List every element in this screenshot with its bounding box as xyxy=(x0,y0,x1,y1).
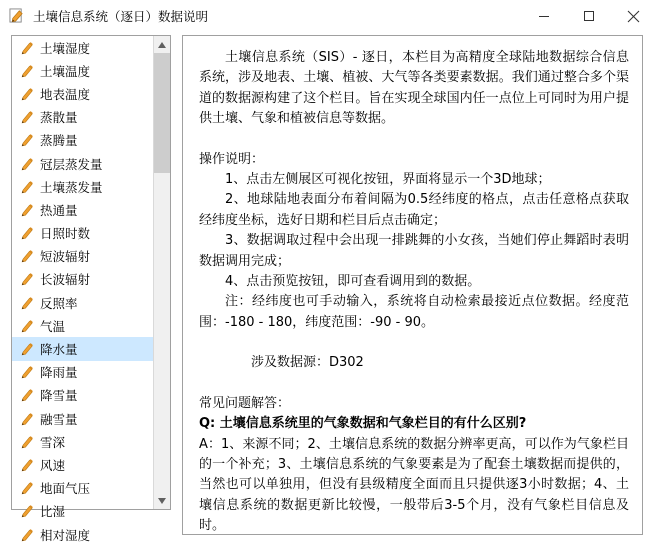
doc-step-4: 4、点击预览按钮，即可查看调用到的数据。 xyxy=(225,274,481,290)
pencil-icon xyxy=(18,364,34,380)
list-item[interactable] xyxy=(12,198,153,221)
list-scrollbar[interactable] xyxy=(153,36,170,509)
pencil-icon xyxy=(18,387,34,403)
pencil-icon xyxy=(18,341,34,357)
scrollbar-thumb[interactable] xyxy=(154,53,170,173)
list-item[interactable] xyxy=(12,152,153,175)
pencil-icon xyxy=(18,179,34,195)
pencil-icon xyxy=(18,40,34,56)
doc-step-1: 1、点击左侧展区可视化按钮，界面将显示一个3D地球； xyxy=(225,172,551,188)
list-item[interactable] xyxy=(12,175,153,198)
main-content xyxy=(0,32,656,543)
pencil-icon xyxy=(18,318,34,334)
pencil-icon xyxy=(18,109,34,125)
list-item[interactable] xyxy=(12,129,153,152)
pencil-icon xyxy=(18,132,34,148)
list-item[interactable] xyxy=(12,361,153,384)
pencil-icon xyxy=(18,434,34,450)
pencil-icon xyxy=(18,156,34,172)
list-item-label: 短波辐射 xyxy=(40,249,91,265)
window-title: 土壤信息系统（逐日）数据说明 xyxy=(33,9,209,24)
title-bar xyxy=(0,0,656,33)
scroll-down-arrow-icon[interactable] xyxy=(154,492,170,509)
doc-faq-question: Q: 土壤信息系统里的气象数据和气象栏目的有什么区别? xyxy=(199,416,527,432)
pencil-icon xyxy=(18,248,34,264)
minimize-icon[interactable] xyxy=(521,0,566,32)
list-item-label: 降雪量 xyxy=(40,388,78,404)
pencil-icon xyxy=(18,457,34,473)
list-item-label: 气温 xyxy=(40,318,66,334)
list-item[interactable] xyxy=(12,245,153,268)
list-item[interactable] xyxy=(12,106,153,129)
doc-step-3: 3、数据调取过程中会出现一排跳舞的小女孩，当她们停止舞蹈时表明数据调用完成； xyxy=(199,233,629,269)
scrollbar-track[interactable] xyxy=(154,173,170,492)
list-item-label: 冠层蒸发量 xyxy=(40,156,103,172)
description-text xyxy=(199,48,629,537)
list-item[interactable] xyxy=(12,291,153,314)
doc-faq-title: 常见问题解答： xyxy=(199,395,291,411)
list-item[interactable] xyxy=(12,268,153,291)
pencil-icon xyxy=(18,202,34,218)
variable-list[interactable] xyxy=(12,36,153,543)
maximize-icon[interactable] xyxy=(566,0,611,32)
list-item-label: 地表温度 xyxy=(40,86,91,102)
description-panel[interactable] xyxy=(182,35,643,535)
list-item[interactable] xyxy=(12,407,153,430)
list-item[interactable] xyxy=(12,337,153,360)
pencil-icon xyxy=(18,86,34,102)
list-item-label: 雪深 xyxy=(40,434,66,450)
variable-list-panel xyxy=(11,35,171,543)
list-item-label: 蒸腾量 xyxy=(40,133,78,149)
doc-source: 涉及数据源：D302 xyxy=(251,355,364,371)
list-item-label: 地面气压 xyxy=(40,481,91,497)
list-item[interactable] xyxy=(12,477,153,500)
list-item[interactable] xyxy=(12,384,153,407)
list-item[interactable] xyxy=(12,36,153,59)
doc-steps-title: 操作说明： xyxy=(199,151,265,167)
doc-intro: 土壤信息系统（SIS）- 逐日，本栏目为高精度全球陆地数据综合信息系统，涉及地表、土壤、植被、大气等各类要素数据。我们通过整合多个渠道的数据源构建了这个栏目。旨在实现全球国内任一点位上可同时为用户提供土壤、气象和植被信息等数据。 xyxy=(199,50,629,127)
list-item[interactable] xyxy=(12,314,153,337)
pencil-icon xyxy=(18,480,34,496)
pencil-icon xyxy=(18,271,34,287)
list-item-label: 降水量 xyxy=(40,342,78,358)
list-item-label: 融雪量 xyxy=(40,411,78,427)
pencil-icon xyxy=(18,527,34,543)
list-item-label: 土壤蒸发量 xyxy=(40,179,103,195)
list-item[interactable] xyxy=(12,453,153,476)
list-item[interactable] xyxy=(12,82,153,105)
list-item[interactable] xyxy=(12,430,153,453)
doc-faq-answer: A：1、来源不同；2、土壤信息系统的数据分辨率更高，可以作为气象栏目的一个补充；3、土壤信息系统的气象要素是为了配套土壤数据而提供的，当然也可以单独用，但没有县级精度全面而且只提供逐3小时数据；4、土壤信息系统的数据更新比较慢，一般带后3-5个月，没有气象栏目信息及时。 xyxy=(199,436,629,534)
list-item-label: 风速 xyxy=(40,457,66,473)
pencil-note-icon xyxy=(8,7,26,25)
list-item-label: 土壤温度 xyxy=(40,63,91,79)
list-item-label: 热通量 xyxy=(40,202,78,218)
scroll-up-arrow-icon[interactable] xyxy=(154,36,170,53)
list-item[interactable] xyxy=(12,222,153,245)
list-item-label: 反照率 xyxy=(40,295,78,311)
list-item-label: 蒸散量 xyxy=(40,110,78,126)
list-item[interactable] xyxy=(12,500,153,523)
list-item-label: 降雨量 xyxy=(40,365,78,381)
pencil-icon xyxy=(18,225,34,241)
list-item[interactable] xyxy=(12,59,153,82)
pencil-icon xyxy=(18,503,34,519)
list-item-label: 土壤湿度 xyxy=(40,40,91,56)
close-icon[interactable] xyxy=(611,0,656,32)
list-item[interactable] xyxy=(12,523,153,546)
list-item-label: 比湿 xyxy=(40,504,66,520)
doc-note: 注：经纬度也可手动输入，系统将自动检索最接近点位数据。经度范围：-180 - 180，纬度范围：-90 - 90。 xyxy=(199,294,629,330)
window-controls xyxy=(521,0,656,32)
doc-step-2: 2、地球陆地表面分布着间隔为0.5经纬度的格点，点击任意格点获取经纬度坐标，选好日期和栏目后点击确定； xyxy=(199,192,629,228)
list-item-label: 日照时数 xyxy=(40,226,91,242)
pencil-icon xyxy=(18,411,34,427)
list-item-label: 长波辐射 xyxy=(40,272,91,288)
pencil-icon xyxy=(18,295,34,311)
list-item-label: 相对湿度 xyxy=(40,527,91,543)
pencil-icon xyxy=(18,63,34,79)
